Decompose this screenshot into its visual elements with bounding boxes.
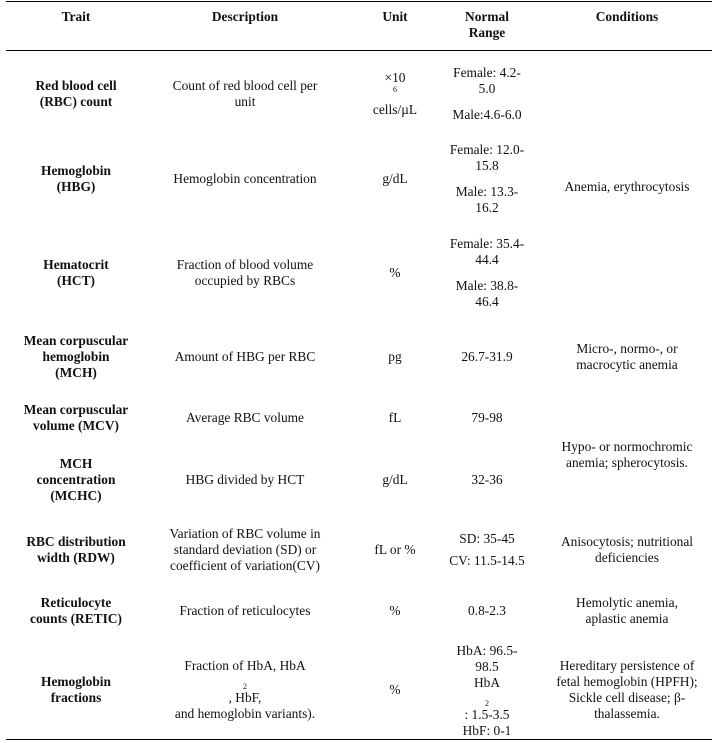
unit-rdw: fL or % (374, 542, 416, 557)
header-unit: Unit (382, 9, 408, 24)
trait-rdw: RBC distribution width (RDW) (26, 534, 126, 565)
unit-rbc: ×10 $^6$ cells/µL (372, 70, 418, 117)
unit-mch: pg (388, 349, 402, 364)
trait-hbg: Hemoglobin (HBG) (41, 163, 111, 194)
description-hbg: Hemoglobin concentration (173, 171, 317, 186)
trait-retic: Reticulocyte counts (RETIC) (30, 595, 122, 626)
range-rbc: Female: 4.2- 5.0 Male:4.6-6.0 (452, 65, 522, 122)
unit-hct: % (389, 265, 401, 280)
range-hb-fractions: HbA: 96.5- 98.5 HbA $_2$ : 1.5-3.5 HbF: 0-1 (456, 643, 518, 738)
description-rbc: Count of red blood cell per unit (172, 78, 318, 109)
header-conditions: Conditions (595, 9, 659, 24)
description-rdw: Variation of RBC volume in standard deviation (SD) or coefficient of variation(CV) (169, 526, 321, 573)
trait-hct: Hematocrit (HCT) (43, 257, 109, 288)
top-rule (6, 1, 712, 2)
condition-mcv-mchc: Hypo- or normochromic anemia; spherocytosis. (561, 439, 693, 470)
unit-mcv: fL (388, 410, 402, 425)
trait-mchc: MCH concentration (MCHC) (36, 456, 116, 503)
unit-mchc: g/dL (382, 472, 408, 487)
trait-mch: Mean corpuscular hemoglobin (MCH) (23, 333, 129, 380)
trait-rbc: Red blood cell (RBC) count (35, 78, 117, 109)
header-normal-range: Normal Range (465, 9, 509, 40)
range-hbg: Female: 12.0- 15.8 Male: 13.3- 16.2 (449, 142, 525, 215)
range-mcv: 79-98 (471, 410, 503, 425)
condition-rdw: Anisocytosis; nutritional deficiencies (560, 534, 694, 565)
condition-retic: Hemolytic anemia, aplastic anemia (576, 595, 678, 626)
bottom-rule (6, 739, 712, 740)
description-hb-fractions: Fraction of HbA, HbA $_2$ , HbF, and hemoglobin variants). (174, 658, 316, 721)
header-trait: Trait (61, 9, 91, 24)
condition-mch: Micro-, normo-, or macrocytic anemia (576, 341, 678, 372)
header-description: Description (211, 9, 279, 24)
header-rule (6, 50, 712, 51)
unit-hbg: g/dL (382, 171, 408, 186)
condition-hb-fractions: Hereditary persistence of fetal hemoglobin (HPFH); Sickle cell disease; β- thalassemia. (556, 658, 698, 721)
description-mchc: HBG divided by HCT (185, 472, 305, 487)
description-retic: Fraction of reticulocytes (179, 603, 311, 618)
range-mchc: 32-36 (471, 472, 503, 487)
range-hct: Female: 35.4- 44.4 Male: 38.8- 46.4 (449, 236, 525, 309)
description-hct: Fraction of blood volume occupied by RBCs (176, 257, 314, 288)
range-retic: 0.8-2.3 (468, 603, 506, 618)
description-mcv: Average RBC volume (185, 410, 304, 425)
description-mch: Amount of HBG per RBC (174, 349, 316, 364)
trait-hb-fractions: Hemoglobin fractions (41, 674, 111, 705)
condition-anemia: Anemia, erythrocytosis (564, 179, 690, 194)
unit-retic: % (389, 603, 401, 618)
range-rdw: SD: 35-45 CV: 11.5-14.5 (449, 531, 525, 568)
trait-mcv: Mean corpuscular volume (MCV) (23, 402, 129, 433)
unit-hb-fractions: % (389, 682, 401, 697)
range-mch: 26.7-31.9 (461, 349, 513, 364)
